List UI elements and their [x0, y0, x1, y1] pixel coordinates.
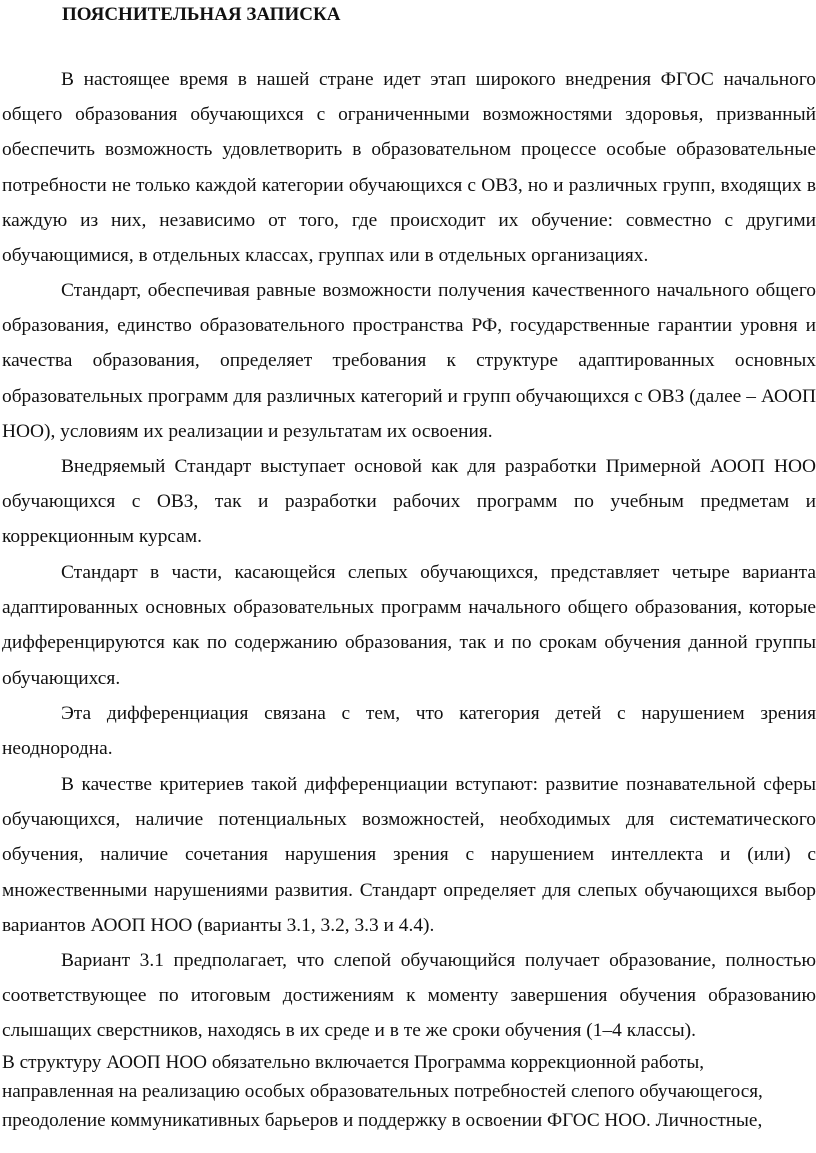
- paragraph-4: Стандарт в части, касающейся слепых обучающихся, представляет четыре варианта адаптированных основных образовательных программ начального общего образования, которые дифференцируются как по содержанию образования, так и по срокам обучения данной группы обучающихся.: [2, 562, 816, 689]
- document-title: ПОЯСНИТЕЛЬНАЯ ЗАПИСКА: [62, 4, 341, 25]
- paragraph-5: Эта дифференциация связана с тем, что категория детей с нарушением зрения неоднородна.: [2, 703, 816, 760]
- paragraph-3: Внедряемый Стандарт выступает основой как для разработки Примерной АООП НОО обучающихся с ОВЗ, так и разработки рабочих программ по учебным предметам и коррекционным курсам.: [2, 456, 816, 548]
- paragraph-7: Вариант 3.1 предполагает, что слепой обучающийся получает образование, полностью соответствующее по итоговым достижениям к моменту завершения обучения образованию слышащих сверстников, находясь в их среде и в те же сроки обучения (1–4 классы).: [2, 950, 816, 1042]
- paragraph-structure: В структуру АООП НОО обязательно включается Программа коррекционной работы, направленная на реализацию особых образовательных потребностей слепого обучающегося, преодоление коммуникативных барьеров и поддержку в освоении ФГОС НОО. Личностные,: [2, 1052, 763, 1131]
- paragraph-6: В качестве критериев такой дифференциации вступают: развитие познавательной сферы обучающихся, наличие потенциальных возможностей, необходимых для систематического обучения, наличие сочетания нарушения зрения с нарушением интеллекта и (или) с множественными нарушениями развития. Стандарт определяет для слепых обучающихся выбор вариантов АООП НОО (варианты 3.1, 3.2, 3.3 и 4.4).: [2, 774, 816, 936]
- paragraph-1: В настоящее время в нашей стране идет этап широкого внедрения ФГОС начального общего образования обучающихся с ограниченными возможностями здоровья, призванный обеспечить возможность удовлетворить в образовательном процессе особые образовательные потребности не только каждой категории обучающихся с ОВЗ, но и различных групп, входящих в каждую из них, независимо от того, где происходит их обучение: совместно с другими обучающимися, в отдельных классах, группах или в отдельных организациях.: [2, 69, 816, 267]
- paragraph-2: Стандарт, обеспечивая равные возможности получения качественного начального общего образования, единство образовательного пространства РФ, государственные гарантии уровня и качества образования, определяет требования к структуре адаптированных основных образовательных программ для различных категорий и групп обучающихся с ОВЗ (далее – АООП НОО), условиям их реализации и результатам их освоения.: [2, 280, 816, 442]
